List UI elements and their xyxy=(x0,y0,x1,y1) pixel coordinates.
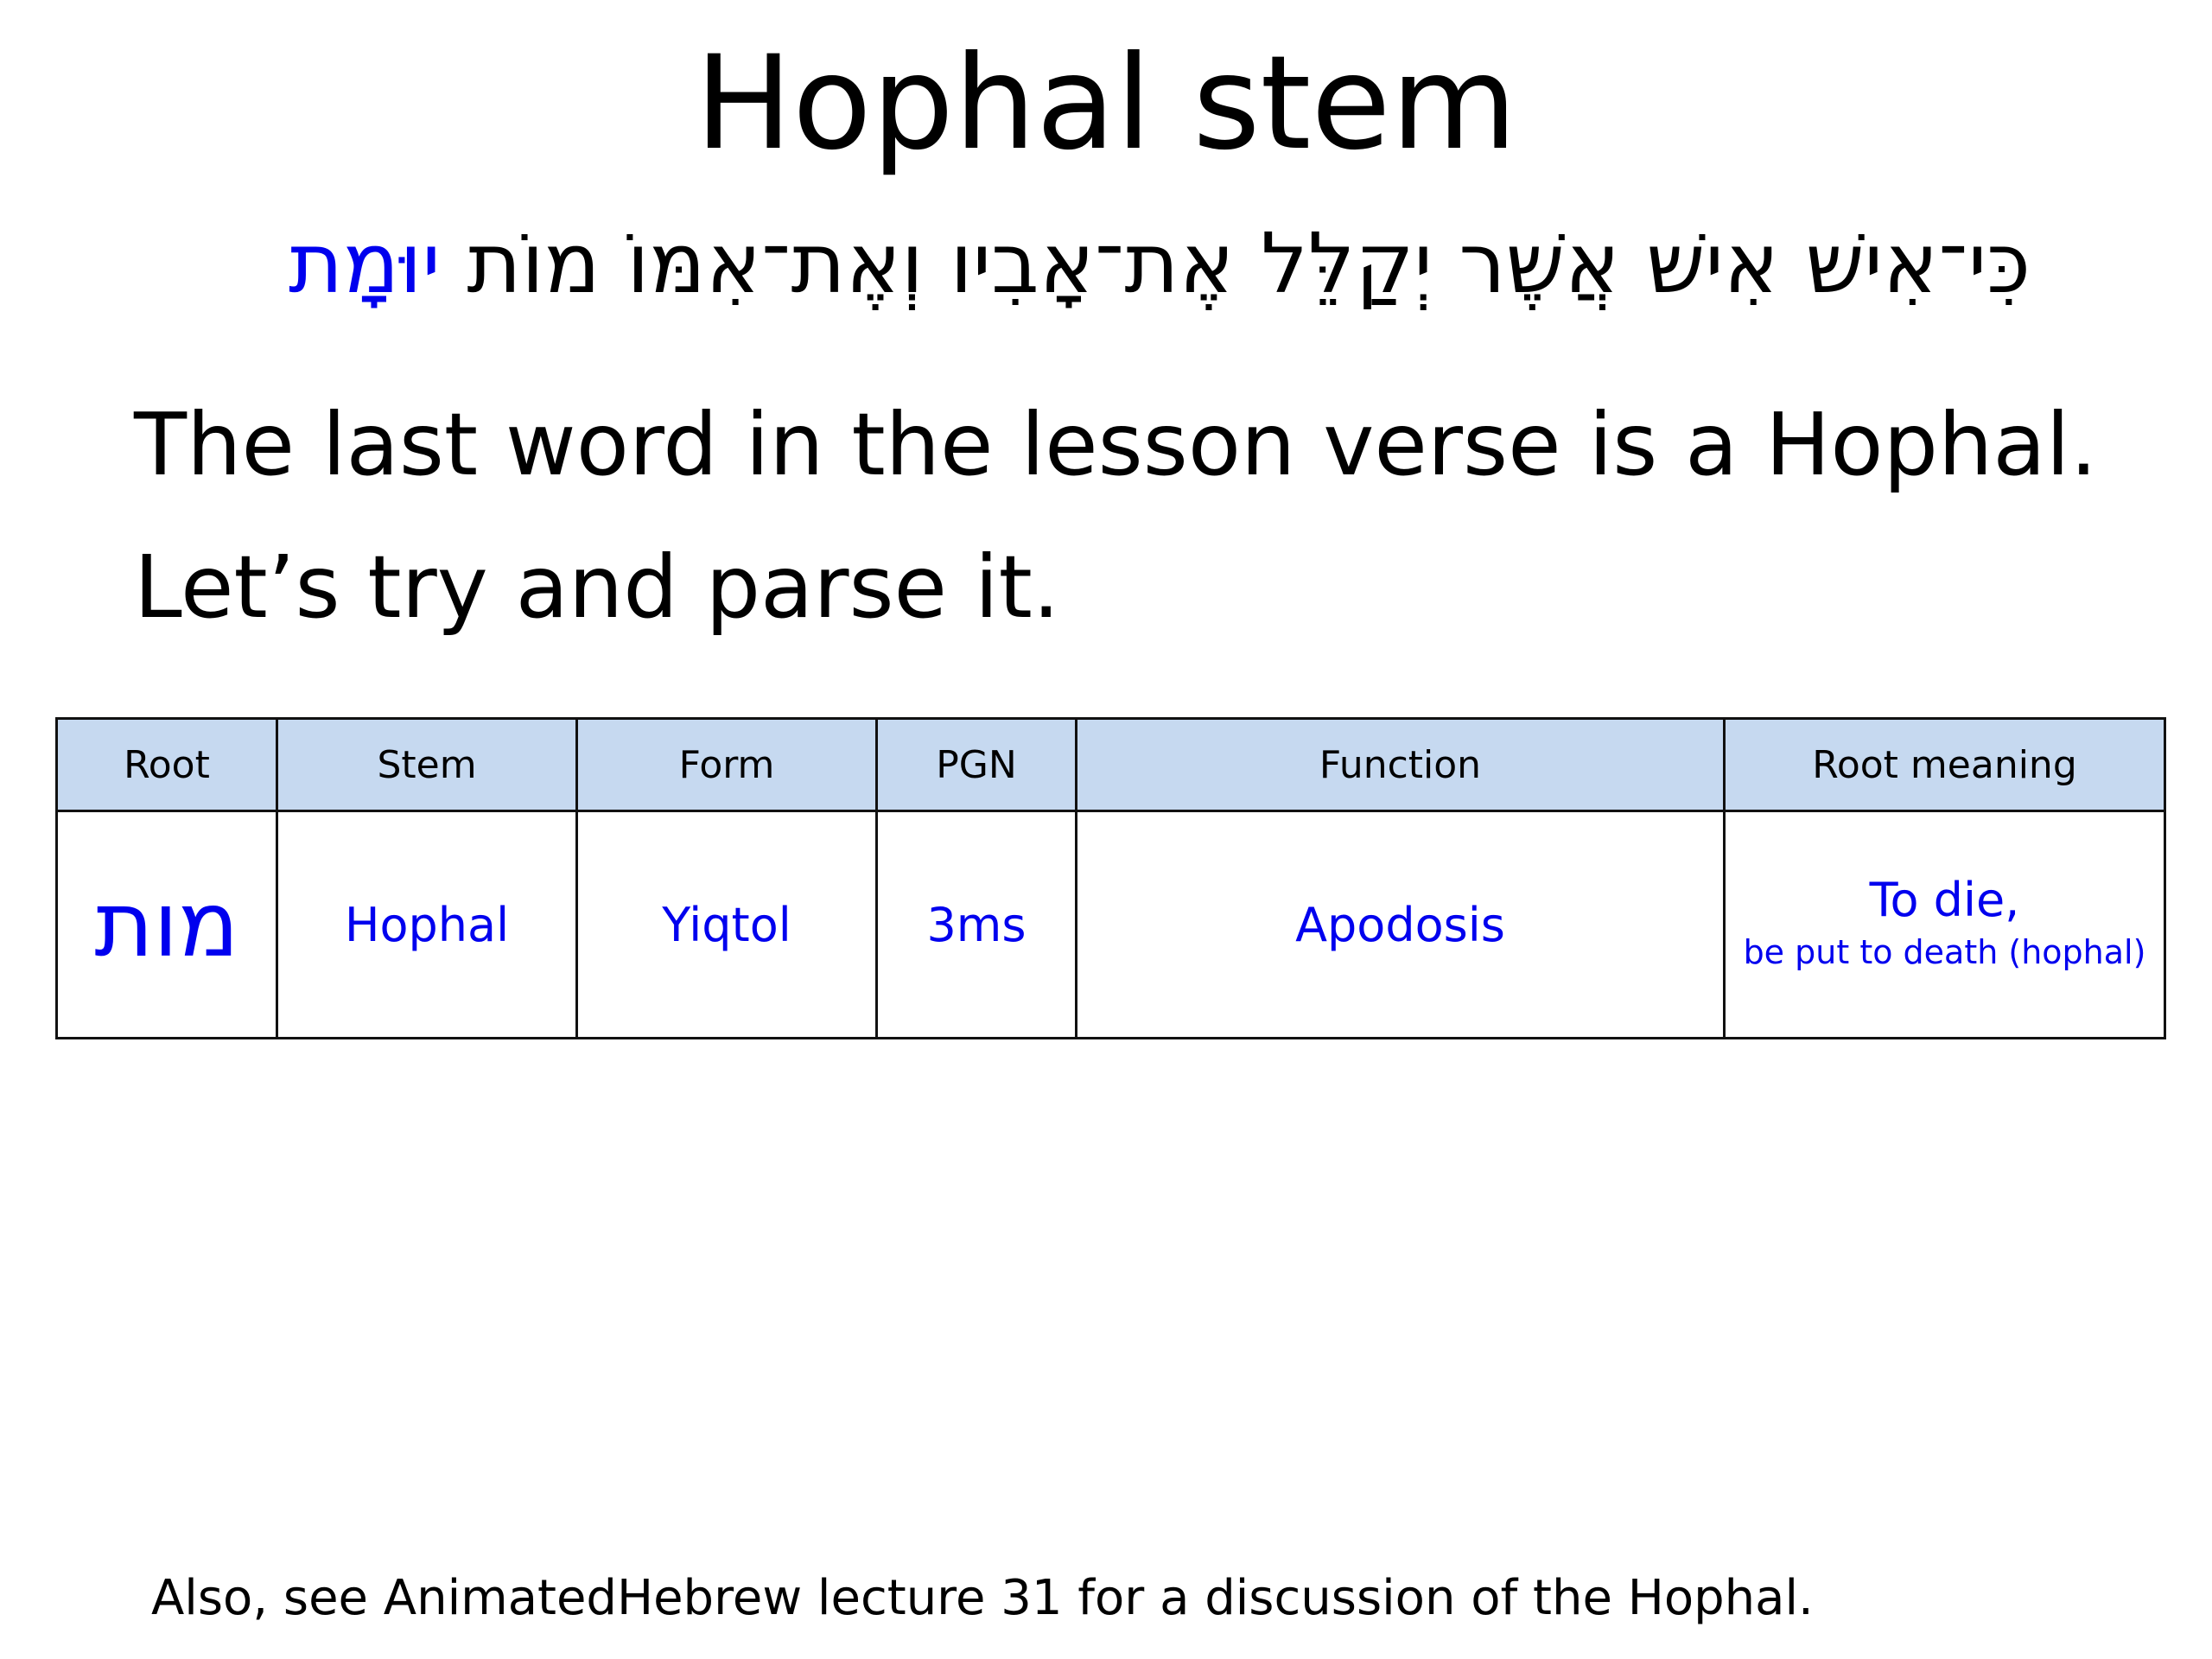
root-meaning-sub: be put to death (hophal) xyxy=(1743,933,2146,971)
explanation-line-1: The last word in the lesson verse is a Hophal. xyxy=(134,394,2098,495)
footnote: Also, see AnimatedHebrew lecture 31 for a discussion of the Hophal. xyxy=(151,1570,1814,1626)
cell-root-meaning xyxy=(1725,811,2165,1039)
cell-root xyxy=(57,811,277,1039)
hebrew-verse-text: כִּי־אִישׁ אִישׁ אֲשֶׁר יְקַלֵּל אֶת־אָבִיו וְאֶת־אִמּוֹ מוֹת xyxy=(467,215,2031,312)
parse-table-header-row xyxy=(57,719,2165,811)
explanation-line-2: Let’s try and parse it. xyxy=(134,537,1060,638)
header-root-meaning: Root meaning xyxy=(1725,719,2165,811)
header-form: Form xyxy=(577,719,877,811)
header-pgn: PGN xyxy=(877,719,1077,811)
cell-function: Apodosis xyxy=(1077,811,1725,1039)
header-stem: Stem xyxy=(277,719,577,811)
header-function: Function xyxy=(1077,719,1725,811)
header-root: Root xyxy=(57,719,277,811)
hebrew-verse-highlighted-word: יוּמָת xyxy=(288,215,441,312)
parse-table xyxy=(55,717,2166,1039)
root-meaning-main: To die, xyxy=(1869,873,2020,927)
cell-form: Yiqtol xyxy=(577,811,877,1039)
root-value: מות xyxy=(94,872,239,977)
cell-stem: Hophal xyxy=(277,811,577,1039)
hebrew-verse xyxy=(130,207,2031,320)
slide-title: Hophal stem xyxy=(695,29,1517,179)
cell-pgn: 3ms xyxy=(877,811,1077,1039)
parse-table-row xyxy=(57,811,2165,1039)
